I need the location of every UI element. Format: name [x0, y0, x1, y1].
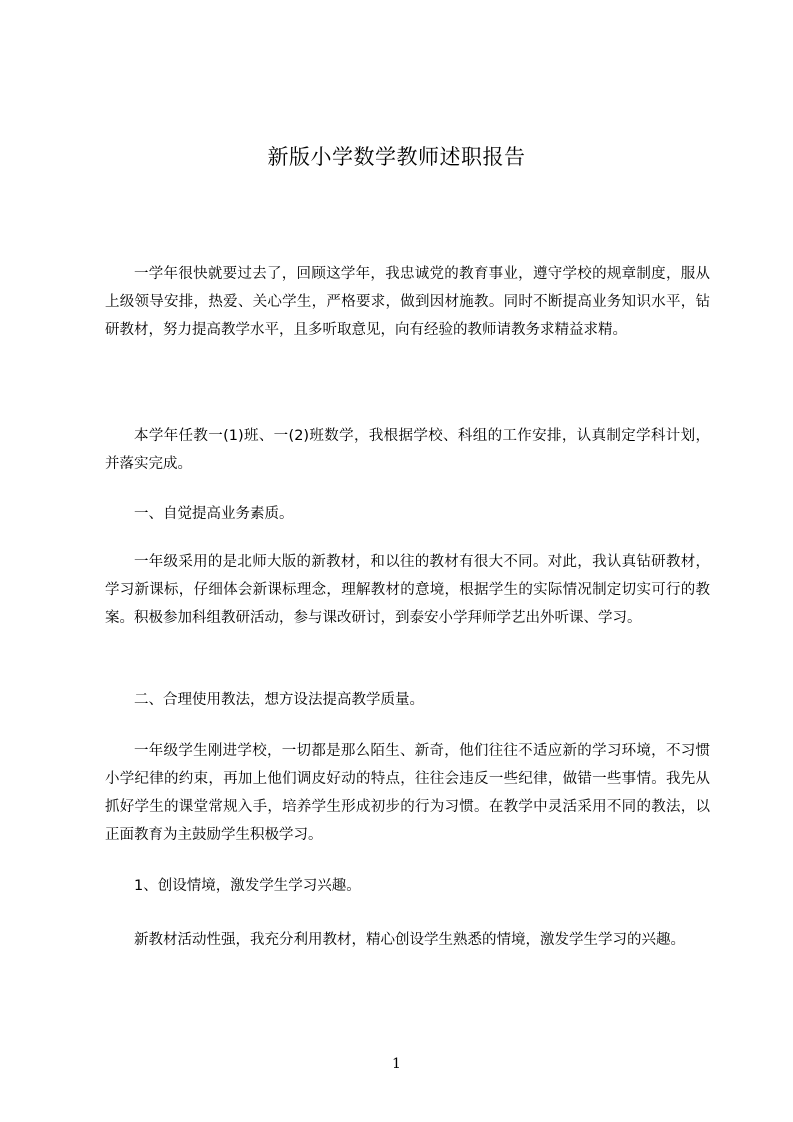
section-heading-2: 二、合理使用教法，想方设法提高教学质量。 [134, 692, 424, 708]
paragraph-subsection-1: 新教材活动性强，我充分利用教材，精心创设学生熟悉的情境，激发学生学习的兴趣。 [134, 932, 685, 948]
subsection-heading-1: 1、创设情境，激发学生学习兴趣。 [134, 878, 361, 894]
page-number: 1 [392, 1056, 401, 1072]
paragraph-section-2: 一年级学生刚进学校，一切都是那么陌生、新奇，他们往往不适应新的学习环境，不习惯小学纪律的约束，再加上他们调皮好动的特点，往往会违反一些纪律，做错一些事情。我先从抓好学生的课堂常规入手，培养学生形成初步的行为习惯。在教学中灵活采用不同的教法，以正面教育为主鼓励学生积极学习。 [105, 743, 710, 843]
paragraph-teaching-assignment: 本学年任教一(1)班、一(2)班数学，我根据学校、科组的工作安排，认真制定学科计划，并落实完成。 [105, 428, 710, 472]
document-title: 新版小学数学教师述职报告 [267, 145, 526, 169]
paragraph-section-1: 一年级采用的是北师大版的新教材，和以往的教材有很大不同。对此，我认真钻研教材，学习新课标，仔细体会新课标理念，理解教材的意境，根据学生的实际情况制定切实可行的教案。积极参加科组教研活动，参与课改研讨，到泰安小学拜师学艺出外听课、学习。 [105, 554, 710, 626]
paragraph-intro: 一学年很快就要过去了，回顾这学年，我忠诚党的教育事业，遵守学校的规章制度，服从上级领导安排，热爱、关心学生，严格要求，做到因材施教。同时不断提高业务知识水平，钻研教材，努力提高教学水平，且多听取意见，向有经验的教师请教务求精益求精。 [105, 266, 710, 338]
section-heading-1: 一、自觉提高业务素质。 [134, 506, 294, 522]
